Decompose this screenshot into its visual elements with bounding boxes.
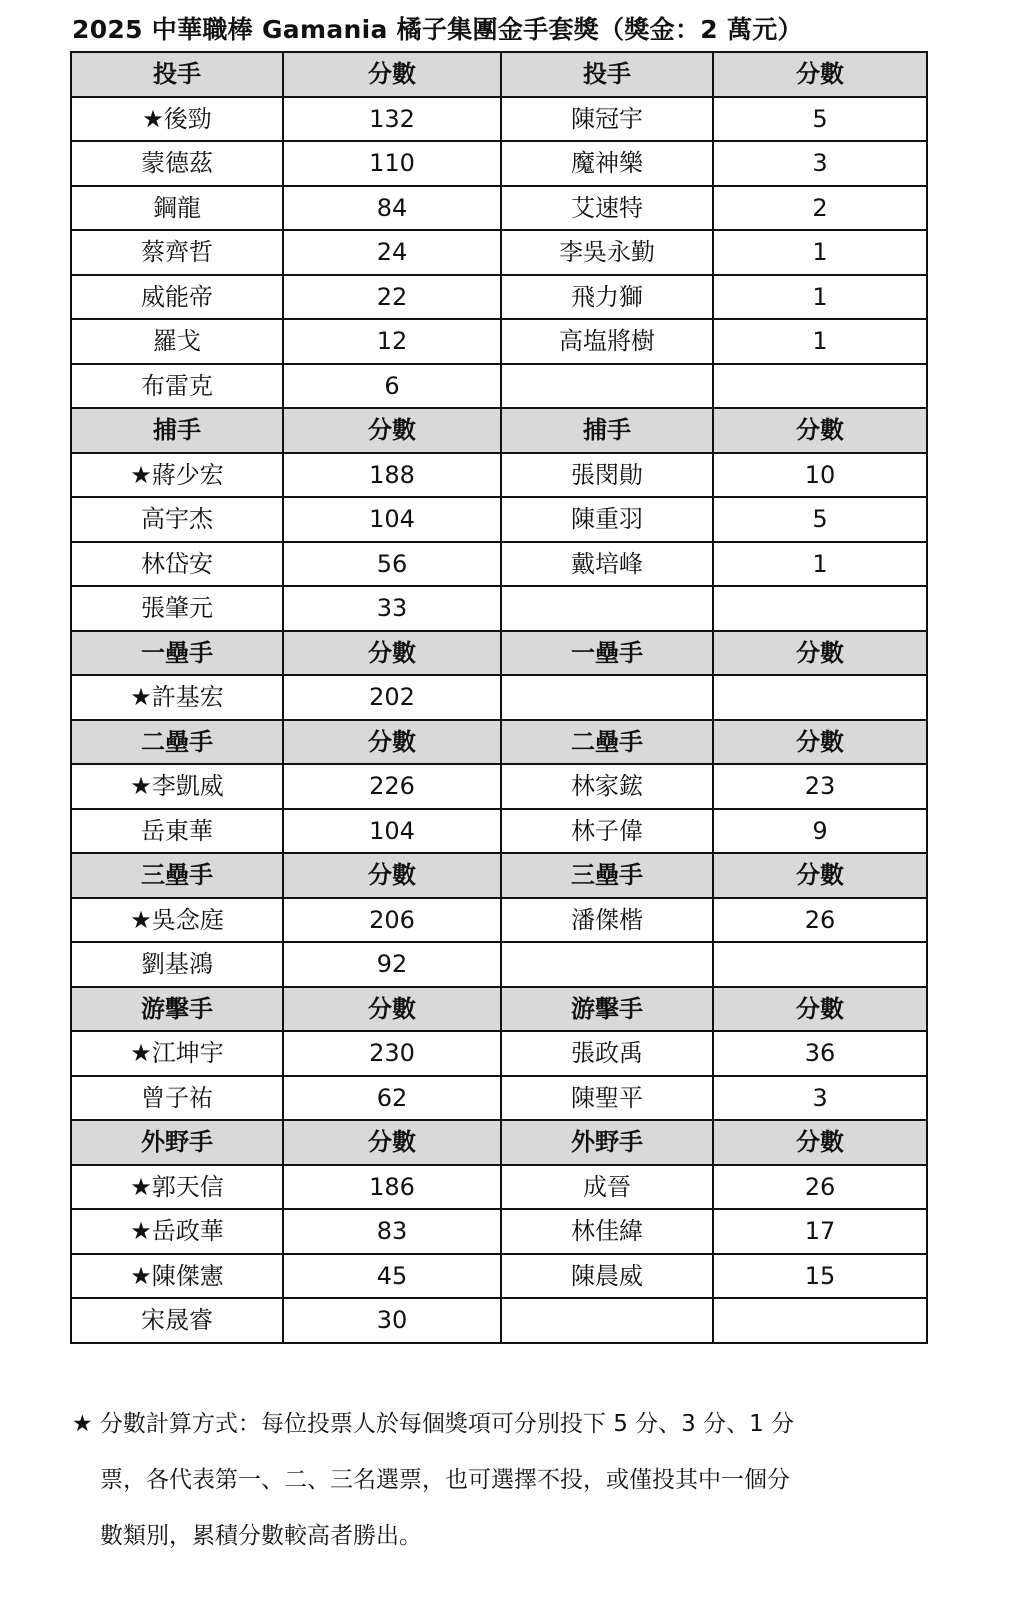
section-header-row bbox=[71, 408, 927, 453]
table-row bbox=[71, 319, 927, 364]
award-votes-table-body bbox=[71, 52, 927, 1343]
score-header-right: 分數 bbox=[713, 408, 927, 453]
player-score-left: 62 bbox=[283, 1076, 501, 1121]
player-name-right: 高塩將樹 bbox=[501, 319, 713, 364]
player-name-left: ★許基宏 bbox=[71, 675, 283, 720]
player-score-left: 110 bbox=[283, 141, 501, 186]
player-score-right bbox=[713, 364, 927, 409]
score-header-left: 分數 bbox=[283, 987, 501, 1032]
player-name-right: 陳聖平 bbox=[501, 1076, 713, 1121]
player-score-right: 3 bbox=[713, 1076, 927, 1121]
player-score-left: 230 bbox=[283, 1031, 501, 1076]
table-row bbox=[71, 898, 927, 943]
player-name-left: 布雷克 bbox=[71, 364, 283, 409]
table-row bbox=[71, 1254, 927, 1299]
player-name-right bbox=[501, 364, 713, 409]
player-score-right: 1 bbox=[713, 230, 927, 275]
position-header-right: 三壘手 bbox=[501, 853, 713, 898]
player-score-right: 5 bbox=[713, 497, 927, 542]
player-score-right: 1 bbox=[713, 542, 927, 587]
table-row bbox=[71, 1165, 927, 1210]
player-score-right: 26 bbox=[713, 898, 927, 943]
score-header-left: 分數 bbox=[283, 408, 501, 453]
player-score-right: 17 bbox=[713, 1209, 927, 1254]
table-row bbox=[71, 275, 927, 320]
player-score-left: 186 bbox=[283, 1165, 501, 1210]
player-name-left: ★陳傑憲 bbox=[71, 1254, 283, 1299]
player-score-right bbox=[713, 942, 927, 987]
player-name-right: 陳冠宇 bbox=[501, 97, 713, 142]
player-name-left: 威能帝 bbox=[71, 275, 283, 320]
position-header-left: 投手 bbox=[71, 52, 283, 97]
table-row bbox=[71, 230, 927, 275]
player-name-left: ★郭天信 bbox=[71, 1165, 283, 1210]
player-score-left: 188 bbox=[283, 453, 501, 498]
player-score-right: 23 bbox=[713, 764, 927, 809]
table-row bbox=[71, 1298, 927, 1343]
player-name-left: 蒙德茲 bbox=[71, 141, 283, 186]
player-name-left: ★蔣少宏 bbox=[71, 453, 283, 498]
player-score-left: 104 bbox=[283, 497, 501, 542]
player-score-left: 24 bbox=[283, 230, 501, 275]
score-header-left: 分數 bbox=[283, 52, 501, 97]
player-name-left: ★吳念庭 bbox=[71, 898, 283, 943]
player-name-right: 李吳永勤 bbox=[501, 230, 713, 275]
player-name-right: 飛力獅 bbox=[501, 275, 713, 320]
player-name-right bbox=[501, 675, 713, 720]
table-row bbox=[71, 97, 927, 142]
player-score-left: 45 bbox=[283, 1254, 501, 1299]
position-header-right: 游擊手 bbox=[501, 987, 713, 1032]
section-header-row bbox=[71, 1120, 927, 1165]
position-header-left: 一壘手 bbox=[71, 631, 283, 676]
position-header-left: 游擊手 bbox=[71, 987, 283, 1032]
player-name-right: 陳晨威 bbox=[501, 1254, 713, 1299]
scoring-note-line-3: 數類別，累積分數較高者勝出。 bbox=[100, 1523, 422, 1549]
player-name-right: 林家鋐 bbox=[501, 764, 713, 809]
score-header-left: 分數 bbox=[283, 853, 501, 898]
player-score-right: 15 bbox=[713, 1254, 927, 1299]
player-score-left: 226 bbox=[283, 764, 501, 809]
score-header-right: 分數 bbox=[713, 631, 927, 676]
player-name-right: 林佳緯 bbox=[501, 1209, 713, 1254]
player-name-left: 鋼龍 bbox=[71, 186, 283, 231]
score-header-right: 分數 bbox=[713, 52, 927, 97]
player-name-right: 張閔勛 bbox=[501, 453, 713, 498]
scoring-note bbox=[72, 1396, 952, 1564]
player-name-right bbox=[501, 942, 713, 987]
score-header-left: 分數 bbox=[283, 1120, 501, 1165]
player-name-right: 戴培峰 bbox=[501, 542, 713, 587]
player-score-right bbox=[713, 675, 927, 720]
player-name-left: ★李凱威 bbox=[71, 764, 283, 809]
player-score-right bbox=[713, 586, 927, 631]
player-name-right bbox=[501, 1298, 713, 1343]
player-name-left: 張肇元 bbox=[71, 586, 283, 631]
scoring-note-line-1: ★ 分數計算方式：每位投票人於每個獎項可分別投下 5 分、3 分、1 分 bbox=[72, 1411, 795, 1437]
player-score-left: 202 bbox=[283, 675, 501, 720]
player-score-left: 30 bbox=[283, 1298, 501, 1343]
position-header-right: 一壘手 bbox=[501, 631, 713, 676]
score-header-right: 分數 bbox=[713, 720, 927, 765]
scoring-note-line-2: 票，各代表第一、二、三名選票，也可選擇不投，或僅投其中一個分 bbox=[100, 1467, 790, 1493]
position-header-left: 捕手 bbox=[71, 408, 283, 453]
position-header-left: 二壘手 bbox=[71, 720, 283, 765]
player-score-right bbox=[713, 1298, 927, 1343]
player-score-right: 9 bbox=[713, 809, 927, 854]
player-name-left: 高宇杰 bbox=[71, 497, 283, 542]
score-header-left: 分數 bbox=[283, 631, 501, 676]
table-row bbox=[71, 542, 927, 587]
score-header-right: 分數 bbox=[713, 1120, 927, 1165]
player-name-left: ★岳政華 bbox=[71, 1209, 283, 1254]
table-row bbox=[71, 453, 927, 498]
position-header-left: 三壘手 bbox=[71, 853, 283, 898]
player-score-left: 206 bbox=[283, 898, 501, 943]
table-row bbox=[71, 364, 927, 409]
player-name-right: 林子偉 bbox=[501, 809, 713, 854]
position-header-right: 投手 bbox=[501, 52, 713, 97]
player-name-left: 劉基鴻 bbox=[71, 942, 283, 987]
player-score-right: 26 bbox=[713, 1165, 927, 1210]
player-score-left: 84 bbox=[283, 186, 501, 231]
score-header-right: 分數 bbox=[713, 987, 927, 1032]
player-score-right: 2 bbox=[713, 186, 927, 231]
section-header-row bbox=[71, 631, 927, 676]
player-score-right: 36 bbox=[713, 1031, 927, 1076]
player-score-left: 6 bbox=[283, 364, 501, 409]
award-votes-table bbox=[70, 51, 928, 1344]
position-header-left: 外野手 bbox=[71, 1120, 283, 1165]
player-score-left: 132 bbox=[283, 97, 501, 142]
player-score-left: 12 bbox=[283, 319, 501, 364]
table-row bbox=[71, 764, 927, 809]
player-name-right bbox=[501, 586, 713, 631]
position-header-right: 二壘手 bbox=[501, 720, 713, 765]
player-score-left: 92 bbox=[283, 942, 501, 987]
player-name-right: 潘傑楷 bbox=[501, 898, 713, 943]
player-name-left: 羅戈 bbox=[71, 319, 283, 364]
player-name-right: 成晉 bbox=[501, 1165, 713, 1210]
player-score-left: 22 bbox=[283, 275, 501, 320]
player-score-right: 3 bbox=[713, 141, 927, 186]
player-name-left: 蔡齊哲 bbox=[71, 230, 283, 275]
table-row bbox=[71, 141, 927, 186]
position-header-right: 外野手 bbox=[501, 1120, 713, 1165]
table-row bbox=[71, 1031, 927, 1076]
table-row bbox=[71, 675, 927, 720]
player-score-left: 83 bbox=[283, 1209, 501, 1254]
player-score-right: 1 bbox=[713, 275, 927, 320]
player-score-right: 10 bbox=[713, 453, 927, 498]
player-name-left: ★後勁 bbox=[71, 97, 283, 142]
score-header-left: 分數 bbox=[283, 720, 501, 765]
player-name-left: 宋晟睿 bbox=[71, 1298, 283, 1343]
player-name-right: 張政禹 bbox=[501, 1031, 713, 1076]
score-header-right: 分數 bbox=[713, 853, 927, 898]
section-header-row bbox=[71, 52, 927, 97]
table-row bbox=[71, 1209, 927, 1254]
player-name-right: 魔神樂 bbox=[501, 141, 713, 186]
section-header-row bbox=[71, 987, 927, 1032]
table-row bbox=[71, 1076, 927, 1121]
player-score-right: 5 bbox=[713, 97, 927, 142]
table-row bbox=[71, 942, 927, 987]
section-header-row bbox=[71, 720, 927, 765]
player-score-left: 104 bbox=[283, 809, 501, 854]
player-name-left: 林岱安 bbox=[71, 542, 283, 587]
position-header-right: 捕手 bbox=[501, 408, 713, 453]
player-name-right: 艾速特 bbox=[501, 186, 713, 231]
player-name-right: 陳重羽 bbox=[501, 497, 713, 542]
table-row bbox=[71, 186, 927, 231]
table-row bbox=[71, 586, 927, 631]
player-name-left: 曾子祐 bbox=[71, 1076, 283, 1121]
player-score-left: 56 bbox=[283, 542, 501, 587]
section-header-row bbox=[71, 853, 927, 898]
player-name-left: ★江坤宇 bbox=[71, 1031, 283, 1076]
player-name-left: 岳東華 bbox=[71, 809, 283, 854]
table-row bbox=[71, 809, 927, 854]
player-score-right: 1 bbox=[713, 319, 927, 364]
page-title: 2025 中華職棒 Gamania 橘子集團金手套獎（獎金：2 萬元） bbox=[72, 15, 803, 44]
player-score-left: 33 bbox=[283, 586, 501, 631]
table-row bbox=[71, 497, 927, 542]
